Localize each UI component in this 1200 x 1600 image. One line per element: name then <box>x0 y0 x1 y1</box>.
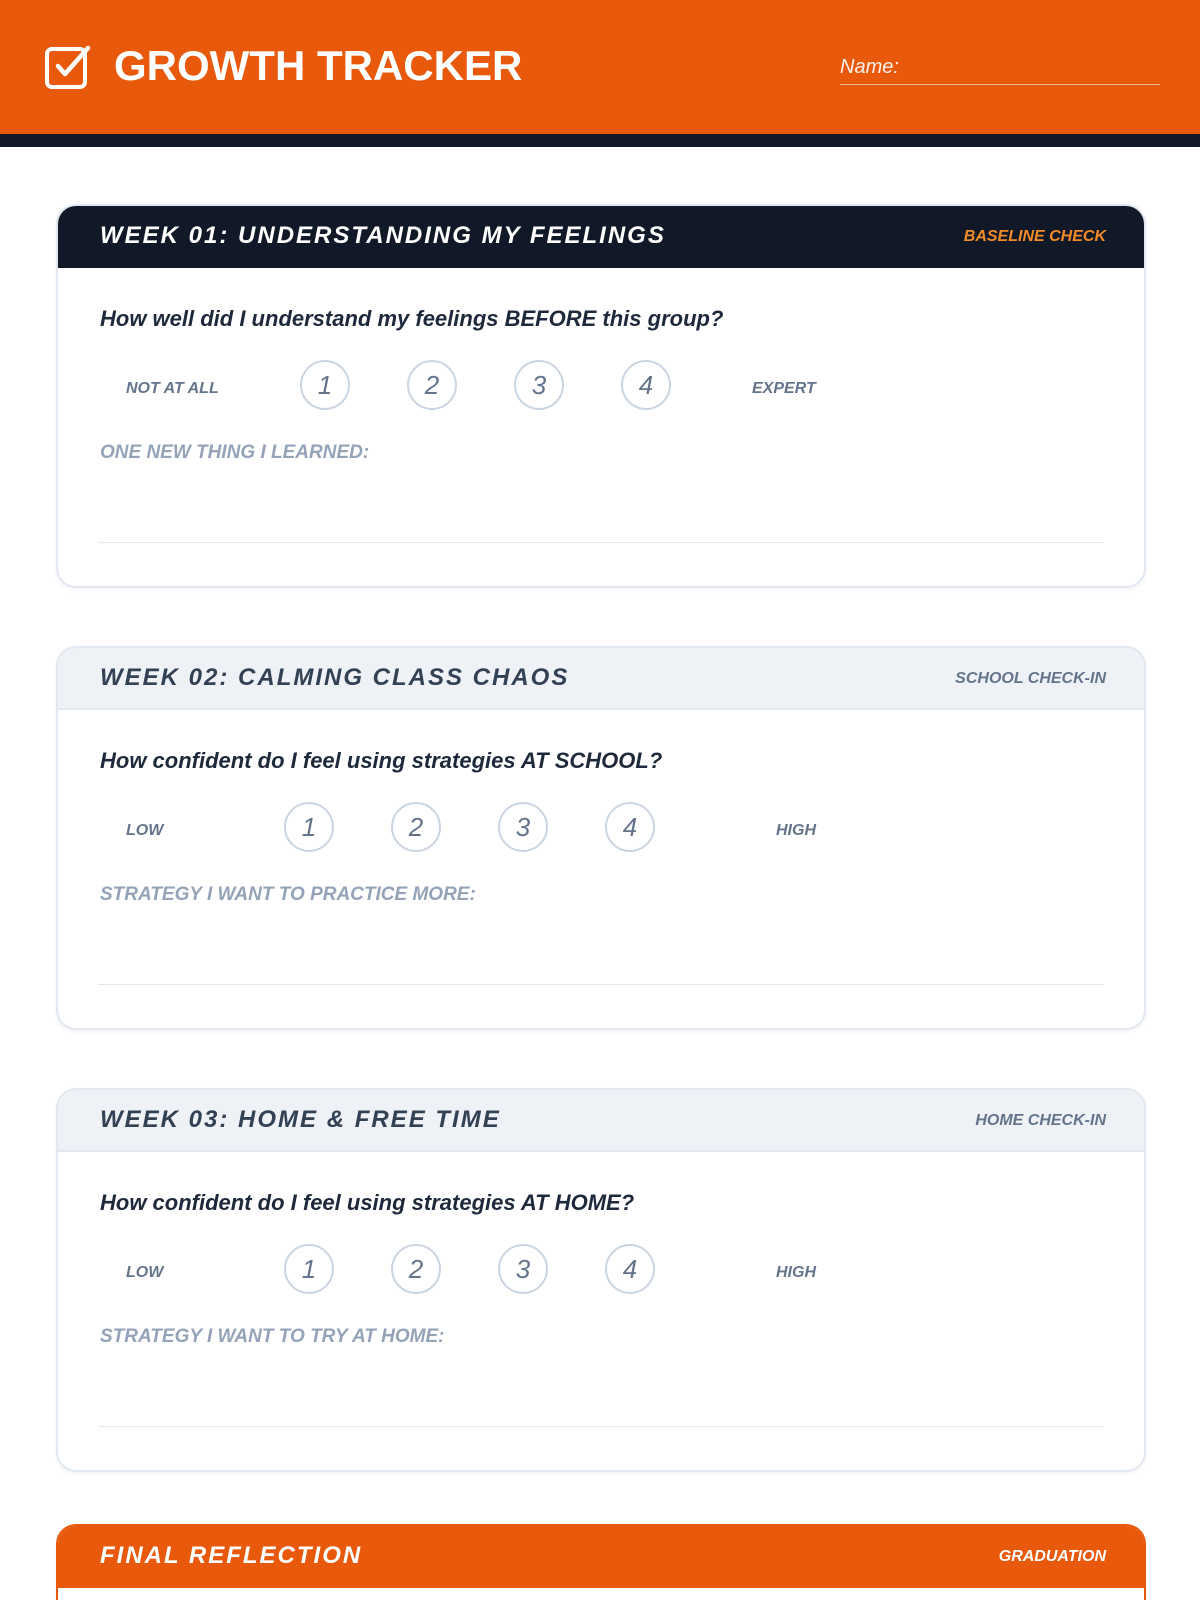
week-01-rating-1[interactable]: 1 <box>300 360 350 410</box>
week-02-rating-2[interactable]: 2 <box>391 802 441 852</box>
name-input[interactable] <box>840 50 1160 85</box>
week-01-title: WEEK 01: UNDERSTANDING MY FEELINGS <box>100 222 666 249</box>
week-02-rating-4[interactable]: 4 <box>605 802 655 852</box>
week-03-header <box>58 1090 1144 1152</box>
week-01-scale-low-label: NOT AT ALL <box>126 380 219 397</box>
week-01-tag: BASELINE CHECK <box>963 228 1106 245</box>
week-01-card <box>56 204 1146 588</box>
week-03-body <box>58 1152 1144 1470</box>
page-title: GROWTH TRACKER <box>114 42 523 89</box>
week-02-question: How confident do I feel using strategies AT SCHOOL? <box>100 748 663 773</box>
week-03-tag: HOME CHECK-IN <box>975 1112 1106 1129</box>
final-reflection-header <box>58 1526 1144 1588</box>
week-02-card <box>56 646 1146 1030</box>
week-02-body <box>58 710 1144 1028</box>
week-02-header <box>58 648 1144 710</box>
app-header <box>0 0 1200 147</box>
week-01-rating-2[interactable]: 2 <box>407 360 457 410</box>
checkbox-icon <box>44 44 92 92</box>
week-03-question: How confident do I feel using strategies AT HOME? <box>100 1190 635 1215</box>
week-02-tag: SCHOOL CHECK-IN <box>955 670 1106 687</box>
week-02-rating-1[interactable]: 1 <box>284 802 334 852</box>
week-01-rating-3[interactable]: 3 <box>514 360 564 410</box>
week-03-scale-high-label: HIGH <box>776 1264 816 1281</box>
week-02-rating-3[interactable]: 3 <box>498 802 548 852</box>
week-01-prompt: ONE NEW THING I LEARNED: <box>100 442 370 463</box>
final-reflection-title: FINAL REFLECTION <box>100 1542 363 1569</box>
week-03-scale-low-label: LOW <box>126 1264 164 1281</box>
week-02-scale-high-label: HIGH <box>776 822 816 839</box>
week-03-card <box>56 1088 1146 1472</box>
week-01-scale-high-label: EXPERT <box>752 380 816 397</box>
final-reflection-tag: GRADUATION <box>998 1548 1106 1565</box>
week-03-title: WEEK 03: HOME & FREE TIME <box>100 1106 501 1133</box>
week-03-rating-1[interactable]: 1 <box>284 1244 334 1294</box>
week-03-rating-2[interactable]: 2 <box>391 1244 441 1294</box>
week-02-scale-low-label: LOW <box>126 822 164 839</box>
week-03-prompt: STRATEGY I WANT TO TRY AT HOME: <box>100 1326 445 1347</box>
week-03-rating-3[interactable]: 3 <box>498 1244 548 1294</box>
week-02-answer-field[interactable] <box>98 922 1104 985</box>
week-01-rating-4[interactable]: 4 <box>621 360 671 410</box>
week-03-rating-4[interactable]: 4 <box>605 1244 655 1294</box>
week-03-answer-field[interactable] <box>98 1364 1104 1427</box>
week-01-header <box>58 206 1144 268</box>
week-01-body <box>58 268 1144 586</box>
week-02-title: WEEK 02: CALMING CLASS CHAOS <box>100 664 570 691</box>
week-01-answer-field[interactable] <box>98 480 1104 543</box>
final-reflection-card <box>56 1524 1146 1600</box>
week-02-prompt: STRATEGY I WANT TO PRACTICE MORE: <box>100 884 476 905</box>
week-01-question: How well did I understand my feelings BEFORE this group? <box>100 306 724 331</box>
